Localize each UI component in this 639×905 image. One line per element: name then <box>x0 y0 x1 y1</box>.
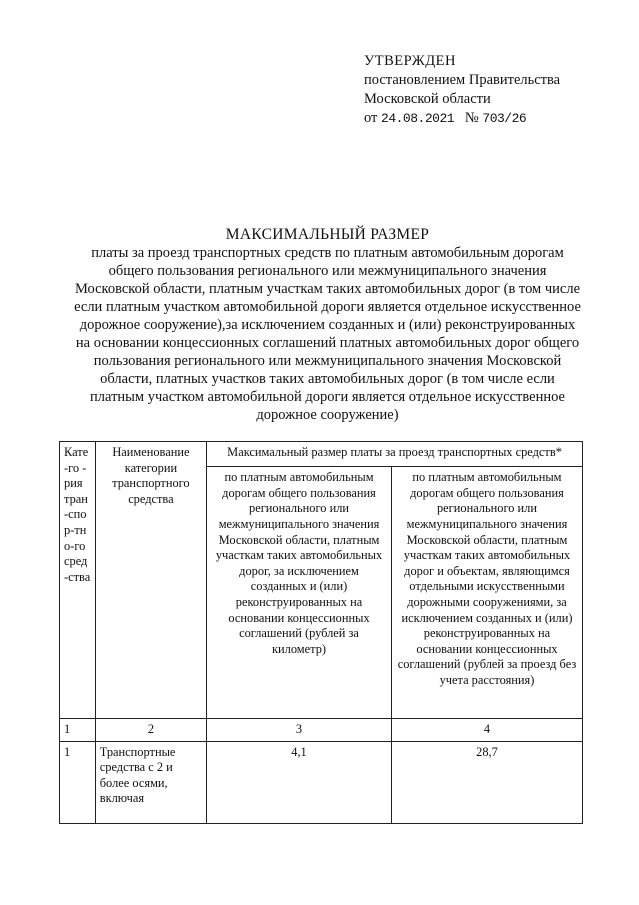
header-name-cell <box>95 442 206 719</box>
row-rate-per-km: 4,1 <box>207 741 392 823</box>
date-prefix: от <box>364 110 378 126</box>
row-rate-flat: 28,7 <box>391 741 582 823</box>
column-numbering-row <box>60 719 583 742</box>
row-vehicle-name: Транспортные средства с 2 и более осями, включая <box>95 741 206 823</box>
subtitle-line: общего пользования регионального или межмуниципального значения <box>108 263 547 279</box>
column-number: 4 <box>391 719 582 742</box>
column-number: 3 <box>207 719 392 742</box>
table-header-row <box>60 442 583 467</box>
header-flat-cell <box>391 467 582 719</box>
subtitle-line: платы за проезд транспортных средств по платным автомобильным дорогам <box>91 245 564 261</box>
approval-line-2: Московской области <box>364 91 491 107</box>
header-flat: по платным автомобильным дорогам общего пользования регионального или межмуниципального значения Московской области, платным участкам таких автомобильных дорог и объектам, являющимся отдельными искусственными дорожными сооружениями, за исключением созданных и (или) реконструированных на основании концессионных соглашений (рублей за проезд без учета расстояния) <box>397 470 577 687</box>
approval-date-line <box>364 109 560 128</box>
column-number: 2 <box>95 719 206 742</box>
header-per-km: по платным автомобильным дорогам общего пользования регионального или межмуниципального значения Московской области, платным участкам таких автомобильных дорог, за исключением созданных и (или) реконструированных на основании концессионных соглашений (рублей за километр) <box>215 470 383 656</box>
approval-line-1: постановлением Правительства <box>364 72 561 88</box>
subtitle-line: дорожное сооружение) <box>256 407 399 423</box>
subtitle-line: пользования регионального или межмуниципального значения Московской <box>93 353 562 369</box>
approval-stamp <box>364 52 560 128</box>
approval-date: 24.08.2021 <box>381 111 455 126</box>
subtitle-line: если платным участком автомобильной дороги является отдельное искусственное <box>74 299 581 315</box>
row-category: 1 <box>60 741 96 823</box>
subtitle-line: Московской области, платным участкам таких автомобильных дорог (в том числе <box>74 281 581 297</box>
document-title: МАКСИМАЛЬНЫЙ РАЗМЕР <box>225 226 430 243</box>
header-category: Кате-го - рия тран-спор-тно-го сред-ства <box>64 445 91 584</box>
header-per-km-cell <box>207 467 392 719</box>
approval-number: 703/26 <box>482 111 527 126</box>
document-title-block <box>50 226 605 424</box>
header-max-fee: Максимальный размер платы за проезд транспортных средств* <box>227 445 562 459</box>
header-group-cell <box>207 442 583 467</box>
subtitle-line: на основании концессионных соглашений платных автомобильных дорог общего <box>75 335 580 351</box>
subtitle-line: области, платных участков таких автомобильных дорог (в том числе если <box>100 371 555 387</box>
fee-table <box>59 441 583 824</box>
header-category-cell <box>60 442 96 719</box>
subtitle-line: платным участком автомобильной дороги является отдельное искусственное <box>90 389 565 405</box>
number-prefix: № <box>464 110 479 126</box>
table-row <box>60 741 583 823</box>
column-number: 1 <box>60 719 96 742</box>
header-vehicle-name: Наименование категории транспортного средства <box>112 445 190 506</box>
subtitle-line: дорожное сооружение),за исключением созданных и (или) реконструированных <box>79 317 576 333</box>
approval-heading: УТВЕРЖДЕН <box>364 53 456 69</box>
